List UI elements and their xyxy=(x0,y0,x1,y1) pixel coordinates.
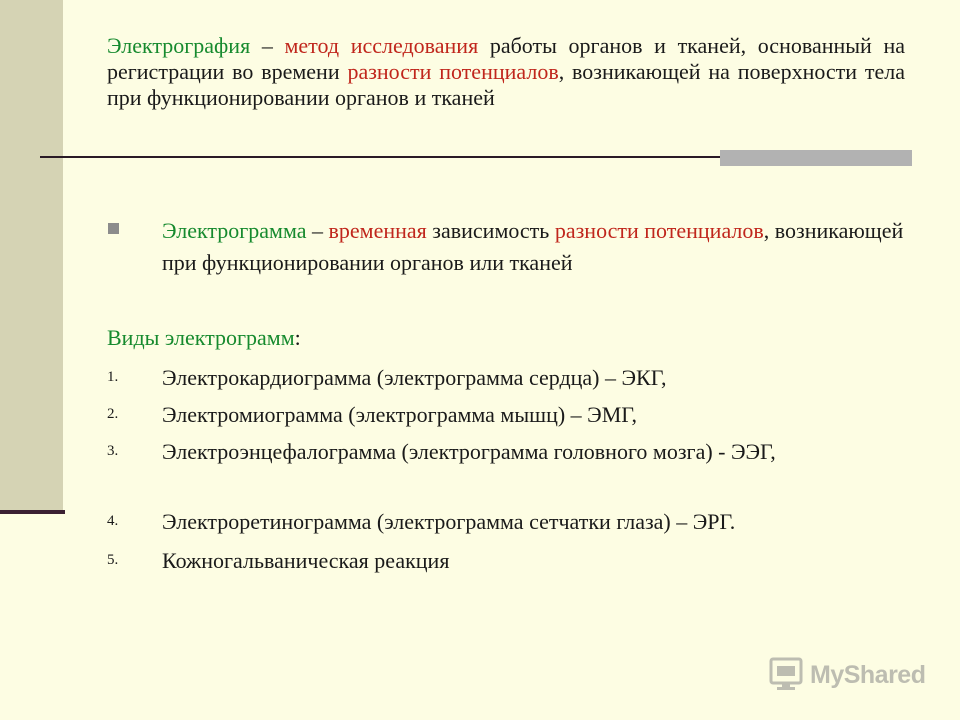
list-item xyxy=(107,362,907,393)
list-item-text: Электроретинограмма (электрограмма сетчатки глаза) – ЭРГ. xyxy=(162,509,736,534)
square-bullet-icon xyxy=(108,223,119,234)
watermark-text: MyShared xyxy=(810,660,926,689)
title-divider-gray-block xyxy=(720,150,912,166)
title-text-2: , возникающей на поверхности тела при функционировании органов и тканей xyxy=(107,59,906,110)
title-text-1: работы органов и тканей, основанный на регистрации во времени xyxy=(107,33,905,84)
watermark xyxy=(768,657,925,693)
list-item xyxy=(107,545,907,576)
list-item-number: 2. xyxy=(107,406,119,422)
list-item xyxy=(107,399,907,430)
list-item xyxy=(107,436,907,467)
list-item-number: 4. xyxy=(107,513,119,529)
definition-text-2: , возникающей при функционировании органов или тканей xyxy=(162,218,904,275)
definition-dash: – xyxy=(306,218,329,243)
left-bar-underline xyxy=(0,510,65,514)
list-item-number: 3. xyxy=(107,443,119,459)
list-item xyxy=(107,506,907,537)
list-item-text: Электромиограмма (электрограмма мышц) – ЭМГ, xyxy=(162,402,637,427)
types-heading-colon: : xyxy=(294,325,301,350)
title-term: Электрография xyxy=(107,33,251,58)
title-potential-difference: разности потенциалов xyxy=(347,59,559,84)
definition-bullet xyxy=(107,215,907,279)
slide-title xyxy=(107,33,905,111)
types-heading-text: Виды электрограмм xyxy=(107,325,295,350)
left-decorative-bar xyxy=(0,0,63,512)
definition-text xyxy=(162,215,907,279)
list-item-number: 1. xyxy=(107,369,119,385)
definition-potential-difference: разности потенциалов xyxy=(554,218,764,243)
title-method: метод исследования xyxy=(284,33,479,58)
list-item-text: Кожногальваническая реакция xyxy=(162,548,450,573)
list-item-text: Электрокардиограмма (электрограмма сердца) – ЭКГ, xyxy=(162,365,667,390)
title-dash: – xyxy=(250,33,285,58)
definition-text-1: зависимость xyxy=(426,218,555,243)
types-heading xyxy=(107,323,301,353)
list-item-number: 5. xyxy=(107,552,119,568)
definition-term: Электрограмма xyxy=(162,218,307,243)
list-item-text: Электроэнцефалограмма (электрограмма головного мозга) - ЭЭГ, xyxy=(162,439,776,464)
definition-temporal: временная xyxy=(328,218,427,243)
shared-logo-icon xyxy=(768,655,804,696)
